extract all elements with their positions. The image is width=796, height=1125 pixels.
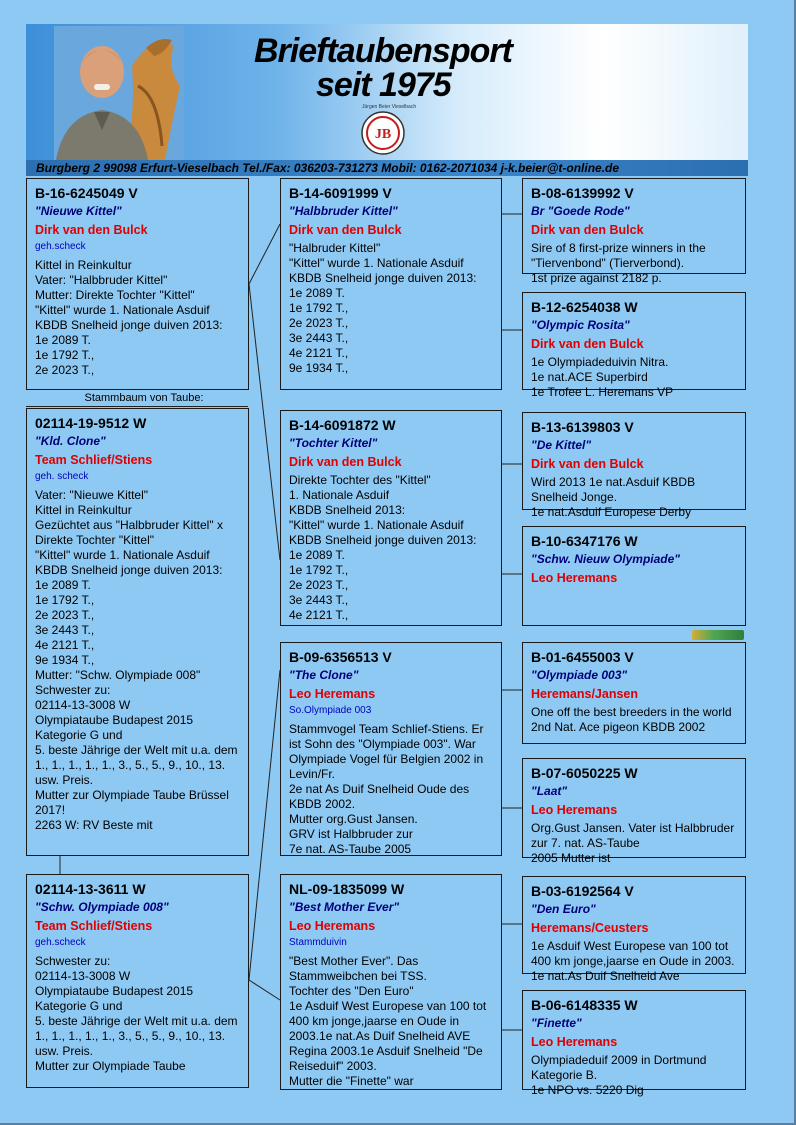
pigeon-description: Olympiadeduif 2009 in Dortmund Kategorie B. 1e NPO vs. 5220 Dig xyxy=(531,1053,707,1097)
breeder-name: Dirk van den Bulck xyxy=(289,223,402,237)
ring-number: B-07-6050225 W xyxy=(531,765,638,781)
pigeon-description: "Halbruder Kittel" "Kittel" wurde 1. Nationale Asduif KBDB Snelheid jonge duiven 2013: 1e 2089 T. 1e 1792 T., 2e 2023 T., 3e 2443 T., 4e 2121 T., 9e 1934 T., xyxy=(289,241,477,375)
ring-number: B-03-6192564 V xyxy=(531,883,634,899)
pigeon-color: geh.scheck xyxy=(35,241,86,252)
pigeon-description: One off the best breeders in the world 2nd Nat. Ace pigeon KBDB 2002 xyxy=(531,705,732,734)
banner-title-line2: seit 1975 xyxy=(316,66,451,104)
breeder-name: Team Schlief/Stiens xyxy=(35,453,153,467)
pedigree-card-gen3-8 xyxy=(522,990,746,1097)
pigeon-name: "The Clone" xyxy=(289,668,359,682)
pigeon-color: Stammduivin xyxy=(289,937,347,948)
pedigree-card-sire xyxy=(26,178,249,390)
pigeon-description: Sire of 8 first-prize winners in the "Tiervenbond" (Tierverbond). 1st prize against 2182 p. xyxy=(531,241,706,285)
logo-letters: JB xyxy=(374,127,392,142)
stammbaum-label: Stammbaum von Taube: xyxy=(84,392,204,404)
pedigree-card-gen3-1 xyxy=(522,178,746,285)
ring-number: B-08-6139992 V xyxy=(531,185,634,201)
pigeon-description: "Best Mother Ever". Das Stammweibchen bei TSS. Tochter des "Den Euro" 1e Asduif West Europese van 100 tot 400 km jonge,jaarse en Oude in 2003.1e nat.As Duif Snelheid AVE Regina 2003.1e Asduif Snelheid "De Reiseduif" 2003. Mutter die "Finette" war xyxy=(289,954,487,1088)
breeder-name: Team Schlief/Stiens xyxy=(35,919,153,933)
pedigree-card-gen3-4 xyxy=(522,526,746,626)
jb-logo xyxy=(360,110,406,156)
pigeon-description: Org.Gust Jansen. Vater ist Halbbruder zur 7. nat. AS-Taube 2005 Mutter ist xyxy=(531,821,735,865)
pigeon-name: "Laat" xyxy=(531,784,568,798)
pigeon-name: "Kld. Clone" xyxy=(35,434,106,448)
pedigree-card-subject xyxy=(26,408,249,856)
banner-title-line1: Brieftaubensport xyxy=(254,32,512,70)
pedigree-card-dam-dam xyxy=(280,874,502,1090)
pedigree-card-sire-sire xyxy=(280,178,502,390)
pigeon-color: geh.scheck xyxy=(35,937,86,948)
pedigree-card-gen3-6 xyxy=(522,758,746,865)
breeder-name: Leo Heremans xyxy=(531,1035,618,1049)
ring-number: B-14-6091872 W xyxy=(289,417,396,433)
pedigree-card-dam xyxy=(26,874,249,1088)
ring-number: NL-09-1835099 W xyxy=(289,881,405,897)
pigeon-description: Vater: "Nieuwe Kittel" Kittel in Reinkultur Gezüchtet aus "Halbbruder Kittel" x Direkte Tochter "Kittel" "Kittel" wurde 1. Nationale Asduif KBDB Snelheid jonge duiven 2013: 1e 2089 T. 1e 1792 T., 2e 2023 T., 3e 2443 T., 4e 2121 T., 9e 1934 T., Mutter: "Schw. Olympiade 008" Schwester zu: 02114-13-3008 W Olympiataube Budapest 2015 Kategorie G und 5. beste Jährige der Welt mit u.a. dem 1., 1., 1., 1., 1., 3., 5., 5., 9., 10., 13. usw. Preis. Mutter zur Olympiade Taube Brüssel 2017! 2263 W: RV Beste mit xyxy=(35,488,238,832)
pigeon-description: Direkte Tochter des "Kittel" 1. Nationale Asduif KBDB Snelheid 2013: "Kittel" wurde 1. Nationale Asduif KBDB Snelheid jonge duiven 2013: 1e 2089 T. 1e 1792 T., 2e 2023 T., 3e 2443 T., 4e 2121 T., xyxy=(289,473,477,622)
breeder-name: Dirk van den Bulck xyxy=(289,455,402,469)
pigeon-name: "Nieuwe Kittel" xyxy=(35,204,122,218)
pigeon-name: "Schw. Nieuw Olympiade" xyxy=(531,552,680,566)
breeder-photo xyxy=(54,26,184,176)
header-banner xyxy=(26,24,748,176)
breeder-name: Leo Heremans xyxy=(531,571,618,585)
breeder-name: Dirk van den Bulck xyxy=(531,457,644,471)
pigeon-name: "Den Euro" xyxy=(531,902,596,916)
pigeon-name: "Best Mother Ever" xyxy=(289,900,400,914)
pedigree-card-gen3-3 xyxy=(522,412,746,519)
pedigree-card-gen3-2 xyxy=(522,292,746,399)
ring-number: B-14-6091999 V xyxy=(289,185,392,201)
pedigree-card-sire-dam xyxy=(280,410,502,626)
pigeon-description: Kittel in Reinkultur Vater: "Halbbruder Kittel" Mutter: Direkte Tochter "Kittel" "Kittel" wurde 1. Nationale Asduif KBDB Snelheid jonge duiven 2013: 1e 2089 T. 1e 1792 T., 2e 2023 T., xyxy=(35,258,223,377)
pedigree-card-dam-sire xyxy=(280,642,502,856)
pigeon-name: "Olympic Rosita" xyxy=(531,318,630,332)
breeder-name: Dirk van den Bulck xyxy=(531,223,644,237)
breeder-name: Dirk van den Bulck xyxy=(35,223,148,237)
logo-caption: Jürgen Beier Vieselbach xyxy=(362,104,417,110)
ring-number: B-16-6245049 V xyxy=(35,185,138,201)
pigeon-color: geh. scheck xyxy=(35,471,89,482)
ring-number: B-12-6254038 W xyxy=(531,299,638,315)
ring-number: B-09-6356513 V xyxy=(289,649,392,665)
pigeon-description: 1e Asduif West Europese van 100 tot 400 km jonge,jaarse en Oude in 2003. 1e nat.As Duif Snelheid Ave xyxy=(531,939,735,983)
pigeon-name: "Halbbruder Kittel" xyxy=(289,204,398,218)
ring-number: 02114-19-9512 W xyxy=(35,415,147,431)
pigeon-name: "Olympiade 003" xyxy=(531,668,628,682)
ring-number: B-13-6139803 V xyxy=(531,419,634,435)
pigeon-description: Stammvogel Team Schlief-Stiens. Er ist Sohn des "Olympiade 003". War Olympiade Vogel für Belgien 2002 in Levin/Fr. 2e nat As Duif Snelheid Oude des KBDB 2002. Mutter org.Gust Jansen. GRV ist Halbbruder zur 7e nat. AS-Taube 2005 xyxy=(289,722,484,856)
pigeon-color: So.Olympiade 003 xyxy=(289,705,372,716)
pigeon-description: Wird 2013 1e nat.Asduif KBDB Snelheid Jonge. 1e nat.Asduif Europese Derby xyxy=(531,475,696,519)
pigeon-name: Br "Goede Rode" xyxy=(531,204,630,218)
ring-number: B-06-6148335 W xyxy=(531,997,638,1013)
pigeon-description: 1e Olympiadeduivin Nitra. 1e nat.ACE Superbird 1e Trofee L. Heremans VP xyxy=(531,355,674,399)
breeder-name: Leo Heremans xyxy=(289,919,376,933)
contact-address: Burgberg 2 99098 Erfurt-Vieselbach Tel./Fax: 036203-731273 Mobil: 0162-2071034 j-k.beier@t-online.de xyxy=(26,160,748,176)
sponsor-badge xyxy=(692,630,744,640)
pedigree-card-gen3-7 xyxy=(522,876,746,983)
breeder-name: Heremans/Jansen xyxy=(531,687,639,701)
breeder-name: Dirk van den Bulck xyxy=(531,337,644,351)
pigeon-name: "De Kittel" xyxy=(531,438,592,452)
ring-number: B-01-6455003 V xyxy=(531,649,634,665)
pigeon-name: "Tochter Kittel" xyxy=(289,436,378,450)
pigeon-name: "Schw. Olympiade 008" xyxy=(35,900,169,914)
pigeon-name: "Finette" xyxy=(531,1016,582,1030)
ring-number: B-10-6347176 W xyxy=(531,533,638,549)
ring-number: 02114-13-3611 W xyxy=(35,881,146,897)
stammbaum-divider xyxy=(26,406,248,407)
breeder-name: Heremans/Ceusters xyxy=(531,921,649,935)
breeder-name: Leo Heremans xyxy=(531,803,618,817)
breeder-name: Leo Heremans xyxy=(289,687,376,701)
pedigree-card-gen3-5 xyxy=(522,642,746,744)
pigeon-description: Schwester zu: 02114-13-3008 W Olympiataube Budapest 2015 Kategorie G und 5. beste Jährige der Welt mit u.a. dem 1., 1., 1., 1., 1., 3., 5., 5., 9., 10., 13. usw. Preis. Mutter zur Olympiade Taube xyxy=(35,954,238,1073)
